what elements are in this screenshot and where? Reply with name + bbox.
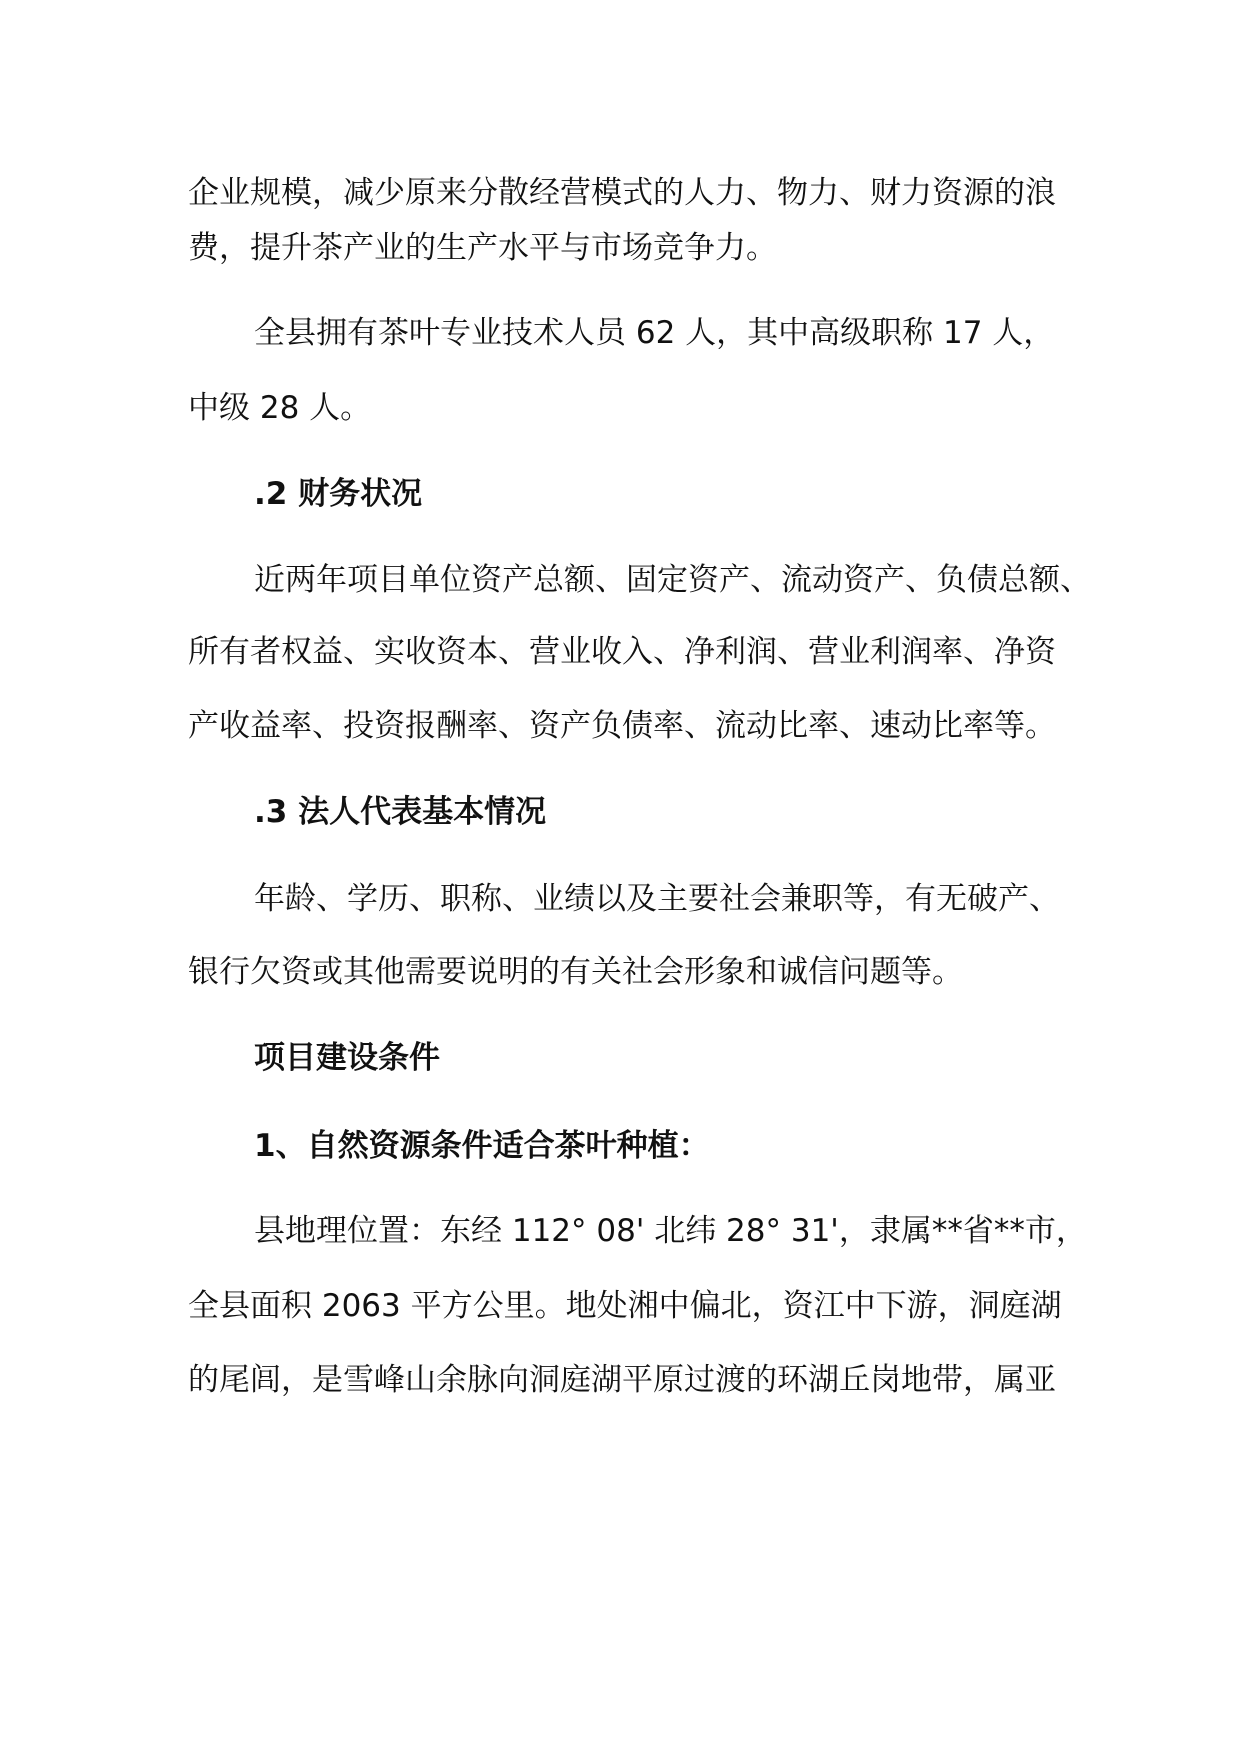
paragraph-line: 的尾闾，是雪峰山余脉向洞庭湖平原过渡的环湖丘岗地带，属亚: [188, 1362, 1056, 1398]
section-heading-financial: .2 财务状况: [254, 476, 423, 512]
paragraph-line: 费，提升茶产业的生产水平与市场竞争力。: [188, 230, 777, 266]
paragraph-line: 全县拥有茶叶专业技术人员 62 人，其中高级职称 17 人，: [254, 315, 1055, 351]
paragraph-line: 银行欠资或其他需要说明的有关社会形象和诚信问题等。: [188, 954, 963, 990]
paragraph-line: 县地理位置：东经 112° 08' 北纬 28° 31'，隶属**省**市，: [254, 1213, 1087, 1249]
paragraph-line: 全县面积 2063 平方公里。地处湘中偏北，资江中下游，洞庭湖: [188, 1288, 1062, 1324]
section-heading-legal-rep: .3 法人代表基本情况: [254, 794, 547, 830]
section-heading-natural-resources: 1、自然资源条件适合茶叶种植：: [254, 1128, 710, 1164]
paragraph-line: 所有者权益、实收资本、营业收入、净利润、营业利润率、净资: [188, 634, 1056, 670]
paragraph-line: 企业规模，减少原来分散经营模式的人力、物力、财力资源的浪: [188, 175, 1056, 211]
paragraph-line: 近两年项目单位资产总额、固定资产、流动资产、负债总额、: [254, 562, 1091, 598]
section-heading-conditions: 项目建设条件: [254, 1040, 440, 1076]
paragraph-line: 产收益率、投资报酬率、资产负债率、流动比率、速动比率等。: [188, 708, 1056, 744]
paragraph-line: 年龄、学历、职称、业绩以及主要社会兼职等，有无破产、: [254, 881, 1060, 917]
paragraph-line: 中级 28 人。: [188, 390, 372, 426]
